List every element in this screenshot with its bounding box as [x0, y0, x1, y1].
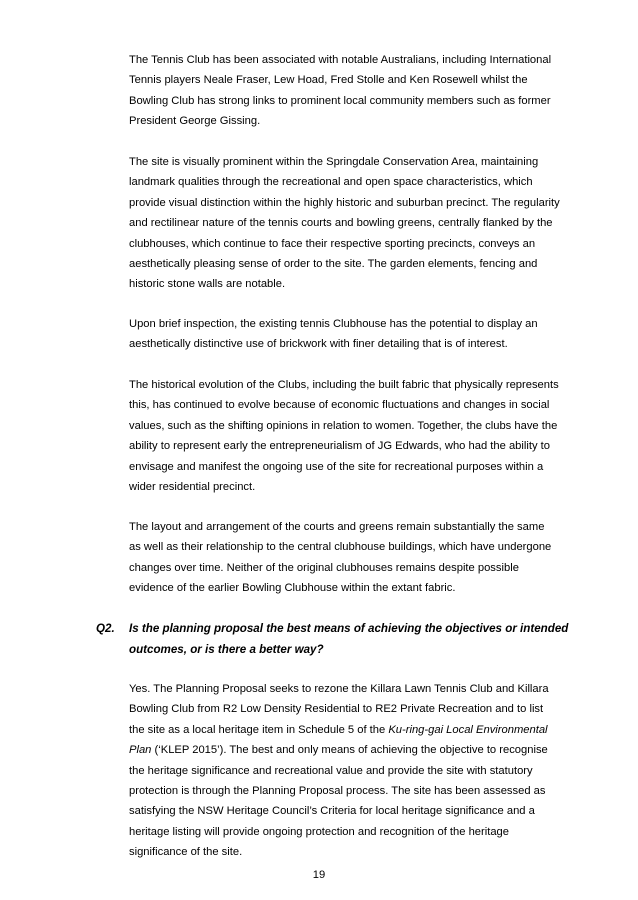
text-line: The historical evolution of the Clubs, including the built fabric that physically represents: [129, 379, 559, 391]
text-line: clubhouses, which continue to face their respective sporting precincts, conveys an: [129, 237, 536, 250]
question-line: outcomes, or is there a better way?: [129, 643, 324, 656]
text-line: heritage listing will provide ongoing protection and recognition of the heritage: [129, 825, 509, 838]
klep-title-italic: Plan: [129, 744, 152, 757]
question-heading: [129, 618, 589, 660]
text-line: Upon brief inspection, the existing tennis Clubhouse has the potential to display an: [129, 318, 538, 330]
text-line: this, has continued to evolve because of economic fluctuations and changes in social: [129, 399, 550, 412]
text-line: provide visual distinction within the highly historic and suburban precinct. The regularity: [129, 196, 560, 209]
text-line: [129, 740, 581, 760]
page-number: 19: [312, 869, 326, 881]
text-line: Tennis players Neale Fraser, Lew Hoad, Fred Stolle and Ken Rosewell whilst the: [129, 74, 528, 87]
text-line: The site is visually prominent within the Springdale Conservation Area, maintaining: [129, 156, 539, 168]
text-line: [129, 720, 581, 740]
text-line: President George Gissing.: [129, 115, 261, 128]
text-line: aesthetically distinctive use of brickwork with finer detailing that is of interest.: [129, 338, 508, 351]
text-run: (‘KLEP 2015’). The best and only means of achieving the objective to recognise: [151, 744, 548, 757]
text-line: The layout and arrangement of the courts and greens remain substantially the same: [129, 521, 545, 533]
text-line: wider residential precinct.: [129, 480, 256, 493]
paragraph-historical-evolution: [129, 375, 581, 497]
text-line: the heritage significance and recreational value and provide the site with statutory: [129, 764, 533, 777]
question-line: Is the planning proposal the best means of achieving the objectives or intended: [129, 622, 569, 635]
text-line: landmark qualities through the recreational and open space characteristics, which: [129, 176, 533, 189]
text-line: changes over time. Neither of the original clubhouses remains despite possible: [129, 561, 519, 574]
text-line: values, such as the shifting opinions in relation to women. Together, the clubs have the: [129, 419, 558, 432]
text-line: Bowling Club has strong links to prominent local community members such as former: [129, 94, 551, 107]
text-line: as well as their relationship to the central clubhouse buildings, which have undergone: [129, 541, 552, 554]
text-line: historic stone walls are notable.: [129, 278, 286, 291]
question-number: Q2.: [96, 622, 115, 635]
text-line: aesthetically pleasing sense of order to the site. The garden elements, fencing and: [129, 257, 538, 270]
text-line: ability to represent early the entrepreneurialism of JG Edwards, who had the ability to: [129, 440, 550, 453]
text-line: The Tennis Club has been associated with notable Australians, including International: [129, 54, 552, 66]
text-line: satisfying the NSW Heritage Council’s Criteria for local heritage significance and a: [129, 805, 535, 818]
paragraph-layout-arrangement: [129, 517, 581, 599]
text-line: protection is through the Planning Proposal process. The site has been assessed as: [129, 784, 546, 797]
text-run: the site as a local heritage item in Schedule 5 of the: [129, 723, 389, 736]
text-line: envisage and manifest the ongoing use of the site for recreational purposes within a: [129, 460, 544, 473]
text-line: evidence of the earlier Bowling Clubhouse within the extant fabric.: [129, 582, 456, 595]
klep-title-italic: Ku-ring-gai Local Environmental: [388, 723, 548, 736]
paragraph-answer: [129, 679, 581, 863]
paragraph-clubhouse-inspection: [129, 314, 581, 355]
paragraph-notable-australians: [129, 50, 581, 132]
paragraph-visual-prominence: [129, 152, 581, 295]
text-line: significance of the site.: [129, 846, 243, 859]
text-line: Yes. The Planning Proposal seeks to rezone the Killara Lawn Tennis Club and Killara: [129, 683, 549, 695]
text-line: and rectilinear nature of the tennis courts and bowling greens, centrally flanked by the: [129, 217, 553, 230]
text-line: Bowling Club from R2 Low Density Residential to RE2 Private Recreation and to list: [129, 703, 544, 716]
